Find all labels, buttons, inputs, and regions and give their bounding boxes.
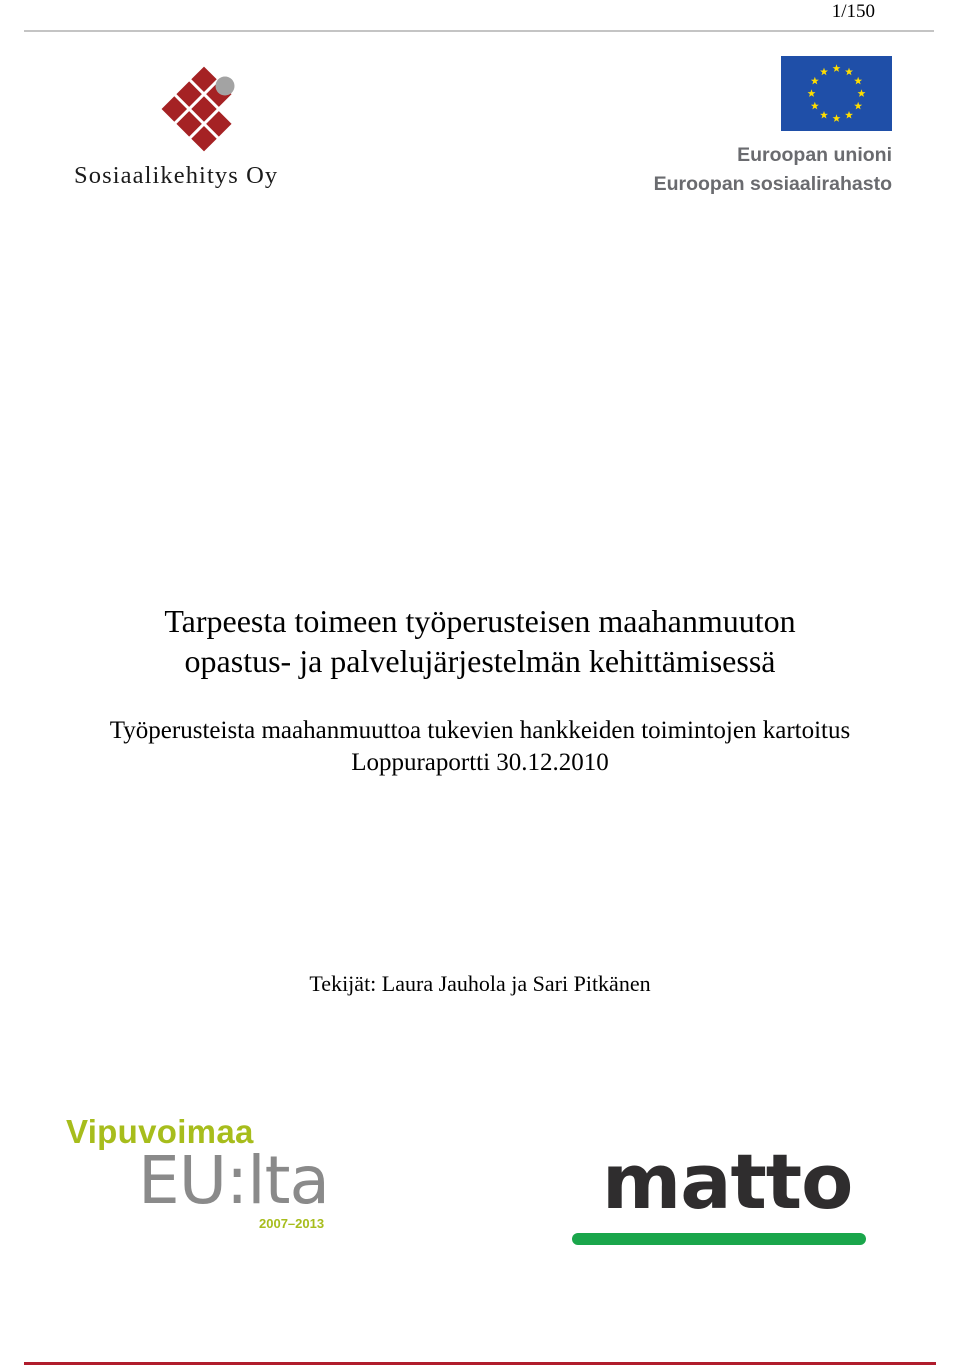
authors: Tekijät: Laura Jauhola ja Sari Pitkänen (309, 971, 651, 996)
vipuvoimaa-logo (66, 1112, 356, 1242)
vipuvoimaa-years: 2007–2013 (259, 1216, 325, 1231)
vipuvoimaa-word: Vipuvoimaa (66, 1113, 254, 1150)
eu-logo (640, 56, 896, 196)
document-title-line2: opastus- ja palvelujärjestelmän kehittämisessä (184, 643, 776, 679)
footer-rule (24, 1362, 936, 1365)
report-date-label: Loppuraportti 30.12.2010 (351, 749, 609, 776)
eu-union-label: Euroopan unioni (737, 144, 892, 166)
header-rule (24, 30, 934, 32)
document-title-line1: Tarpeesta toimeen työperusteisen maahanmuuton (164, 603, 796, 639)
sosiaalikehitys-diamond-icon (156, 62, 252, 156)
page-number: 1/150 (831, 1, 875, 22)
matto-word: matto (602, 1137, 853, 1226)
matto-underline (572, 1233, 866, 1245)
eu-flag-icon (781, 56, 892, 131)
document-subtitle: Työperusteista maahanmuuttoa tukevien hankkeiden toimintojen kartoitus (109, 717, 851, 744)
sosiaalikehitys-name: Sosiaalikehitys Oy (74, 162, 279, 189)
eu-social-fund-label: Euroopan sosiaalirahasto (653, 173, 892, 195)
vipuvoimaa-eu-text: EU:lta (138, 1142, 329, 1219)
matto-logo (570, 1137, 870, 1250)
sosiaalikehitys-logo (74, 62, 334, 196)
